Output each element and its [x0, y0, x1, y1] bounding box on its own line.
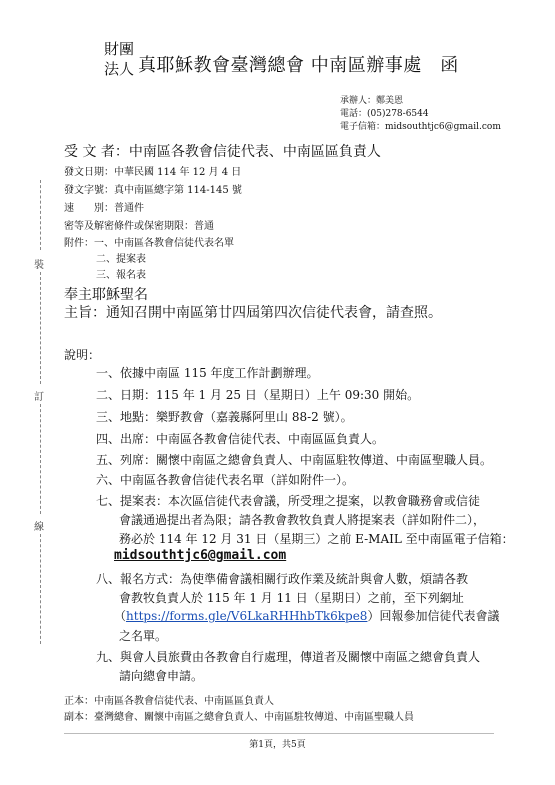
item-3: 三、地點：樂野教會（嘉義縣阿里山 88-2 號）。 — [96, 410, 353, 424]
recipient: 受 文 者：中南區各教會信徒代表、中南區區負責人 — [64, 144, 381, 160]
item-8-line-1: 八、報名方式：為使準備會議相關行政作業及統計與會人數，煩請各教 — [96, 572, 469, 586]
binding-line — [40, 180, 41, 250]
item-5: 五、列席：關懷中南區之總會負責人、中南區駐牧傳道、中南區聖職人員。 — [96, 453, 493, 467]
contact-handler: 承辦人：鄭美恩 — [340, 96, 404, 106]
doc-speed: 速 別：普通件 — [64, 203, 144, 214]
item-8-line-2: 會教牧負責人於 115 年 1 月 11 日（星期日）之前，至下列網址 — [119, 591, 464, 605]
binding-line — [40, 272, 41, 384]
doc-number: 發文字號：真中南區總字第 114-145 號 — [64, 185, 242, 196]
item-7-line-1: 七、提案表：本次區信徒代表會議，所受理之提案，以教會職務會或信徒 — [96, 494, 481, 508]
org-name: 真耶穌教會臺灣總會 中南區辦事處 函 — [138, 55, 459, 76]
binding-mark-3: 線 — [34, 522, 44, 533]
subject: 主旨：通知召開中南區第廿四屆第四次信徒代表會，請查照。 — [64, 305, 442, 321]
link-close-text: ）回報參加信徒代表會議 — [367, 609, 500, 623]
doc-date: 發文日期：中華民國 114 年 12 月 4 日 — [64, 167, 242, 178]
doc-secrecy: 密等及解密條件或保密期限：普通 — [64, 221, 214, 232]
registration-form-link[interactable]: https://forms.gle/V6LkaRHHhbTk6kpe8 — [126, 609, 368, 623]
item-4: 四、出席：中南區各教會信徒代表、中南區區負責人。 — [96, 432, 385, 446]
contact-phone: 電話：(05)278-6544 — [340, 109, 429, 119]
binding-line — [40, 534, 41, 644]
item-7-line-3: 務必於 114 年 12 月 31 日（星期三）之前 E-MAIL 至中南區電子信箱： — [119, 532, 514, 546]
binding-mark-1: 裝 — [34, 260, 44, 271]
copy-duplicate: 副本：臺灣總會、關懷中南區之總會負責人、中南區駐牧傳道、中南區聖職人員 — [64, 712, 414, 723]
link-open-paren: （ — [114, 609, 127, 623]
binding-mark-2: 訂 — [34, 392, 44, 403]
page-number: 第1頁，共5頁 — [249, 740, 306, 750]
explanation-label: 說明： — [64, 348, 101, 362]
item-8-line-3 — [114, 607, 499, 624]
submission-email[interactable]: midsouthtjc6@gmail.com — [114, 548, 287, 563]
item-1: 一、依據中南區 115 年度工作計劃辦理。 — [96, 366, 319, 380]
item-8-line-4: 之名單。 — [119, 629, 168, 643]
salutation: 奉主耶穌聖名 — [64, 287, 148, 303]
contact-email: 電子信箱：midsouthtjc6@gmail.com — [340, 122, 501, 132]
attachment-1: 附件：一、中南區各教會信徒代表名單 — [64, 238, 234, 249]
item-6: 六、中南區各教會信徒代表名單（詳如附件一）。 — [96, 473, 355, 487]
footer-divider — [64, 733, 494, 734]
copy-original: 正本：中南區各教會信徒代表、中南區區負責人 — [64, 696, 274, 707]
item-9-line-1: 九、與會人員旅費由各教會自行處理，傳道者及關懷中南區之總會負責人 — [96, 650, 481, 664]
org-prefix-top: 財團 — [104, 40, 135, 58]
item-7-line-2: 會議通過提出者為限；請各教會教牧負責人將提案表（詳如附件二）， — [119, 513, 486, 527]
item-2: 二、日期：115 年 1 月 25 日（星期日）上午 09:30 開始。 — [96, 388, 420, 402]
attachment-3: 三、報名表 — [96, 270, 146, 281]
attachment-2: 二、提案表 — [96, 254, 146, 265]
binding-line — [40, 404, 41, 514]
org-prefix-bottom: 法人 — [104, 60, 135, 78]
item-9-line-2: 請向總會申請。 — [119, 669, 204, 683]
